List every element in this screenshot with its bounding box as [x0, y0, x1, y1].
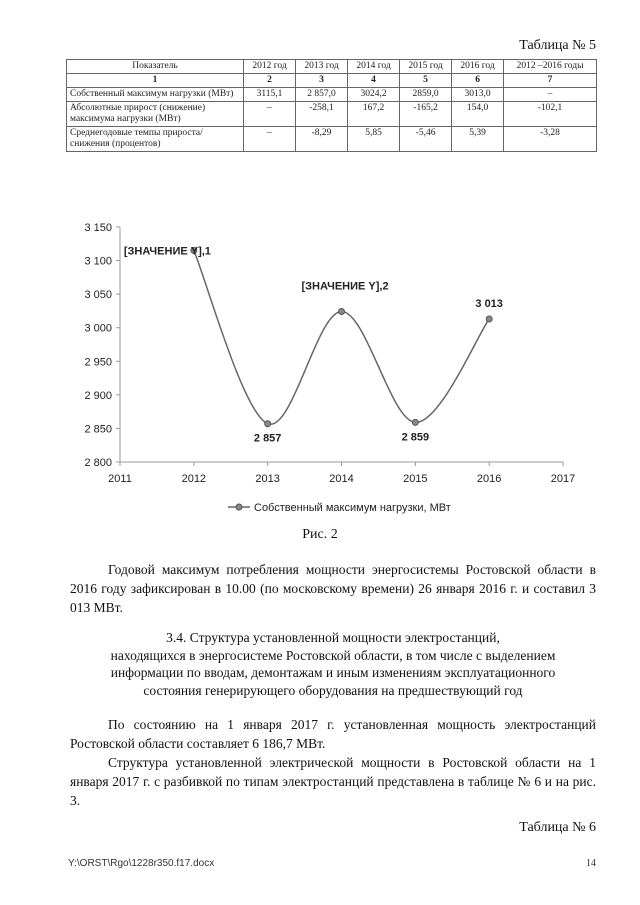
table-cell: 167,2 [348, 102, 400, 127]
footer-file-path: Y:\ORST\Rgo\1228r350.f17.docx [68, 858, 215, 869]
section-heading [60, 629, 606, 699]
section-heading-line: состояния генерирующего оборудования на предшествующий год [143, 682, 523, 698]
col-number: 3 [296, 74, 348, 88]
table6-caption: Таблица № 6 [519, 820, 596, 835]
table-cell: 3013,0 [452, 88, 504, 102]
data-label: [ЗНАЧЕНИЕ Y],1 [123, 245, 211, 258]
table-header-row [67, 60, 597, 74]
table5-caption: Таблица № 5 [519, 38, 596, 53]
x-tick-label: 2013 [255, 473, 280, 485]
col-number: 1 [67, 74, 244, 88]
table-cell: -5,46 [400, 127, 452, 152]
series-line [194, 250, 489, 424]
figure-caption: Рис. 2 [302, 527, 338, 542]
col-number: 7 [504, 74, 597, 88]
col-number: 2 [244, 74, 296, 88]
table-row [67, 102, 597, 127]
paragraph-capacity-structure: Структура установленной электрической мощности в Ростовской области на 1 января 2017 г. с разбивкой по типам электростанций представлена в таблице № 6 и на рис. 3. [70, 755, 596, 808]
paragraph-load-maximum: Годовой максимум потребления мощности энергосистемы Ростовской области в 2016 году зафиксирован в 10.00 (по московскому времени) 26 января 2016 г. и составил 3 013 МВт. [70, 562, 596, 615]
table-cell: 5,85 [348, 127, 400, 152]
data-point [486, 316, 492, 322]
section-heading-line: информации по вводам, демонтажам и иным изменениям эксплуатационного [110, 665, 556, 680]
table-cell: 154,0 [452, 102, 504, 127]
col-number: 6 [452, 74, 504, 88]
table-cell: -8,29 [296, 127, 348, 152]
data-point [339, 308, 345, 314]
y-tick-label: 3 050 [84, 289, 112, 302]
row-label: Среднегодовые темпы прироста/снижения (процентов) [67, 127, 244, 152]
x-tick-label: 2014 [329, 473, 354, 485]
table-cell: – [244, 127, 296, 152]
legend-label: Собственный максимум нагрузки, МВт [254, 502, 451, 514]
section-heading-line: находящихся в энергосистеме Ростовской области, в том числе с выделением [110, 647, 556, 663]
col-number: 5 [400, 74, 452, 88]
section-heading-line: 3.4. Структура установленной мощности электростанций, [166, 630, 500, 645]
y-tick-label: 2 950 [84, 356, 112, 369]
table-row [67, 88, 597, 102]
table-cell: -3,28 [504, 127, 597, 152]
table-cell: -258,1 [296, 102, 348, 127]
header-cell: 2013 год [296, 60, 348, 74]
y-tick-label: 3 150 [84, 222, 112, 234]
header-cell: 2015 год [400, 60, 452, 74]
table-cell: – [244, 102, 296, 127]
table-cell: -102,1 [504, 102, 597, 127]
x-tick-label: 2017 [550, 473, 576, 485]
table-cell: 2 857,0 [296, 88, 348, 102]
x-tick-label: 2016 [476, 473, 502, 485]
x-tick-label: 2012 [181, 473, 207, 485]
x-tick-label: 2011 [108, 473, 132, 485]
y-tick-label: 2 800 [84, 457, 112, 469]
paragraph-installed-capacity: По состоянию на 1 января 2017 г. установленная мощность электростанций Ростовской области составляет 6 186,7 МВт. [70, 717, 596, 751]
y-tick-label: 2 850 [84, 423, 112, 436]
header-cell: 2012 –2016 годы [504, 60, 597, 74]
data-point [265, 421, 271, 427]
table-cell: 5,39 [452, 127, 504, 152]
table-cell: – [504, 88, 597, 102]
header-cell: Показатель [67, 60, 244, 74]
y-tick-label: 3 000 [84, 322, 112, 335]
y-tick-label: 2 900 [84, 389, 112, 402]
data-label: 3 013 [475, 297, 503, 310]
legend-marker [236, 504, 242, 510]
data-label: 2 857 [253, 432, 282, 445]
column-number-row [67, 74, 597, 88]
table-row [67, 127, 597, 152]
footer-page-number: 14 [586, 858, 596, 869]
header-cell: 2012 год [244, 60, 296, 74]
col-number: 4 [348, 74, 400, 88]
data-label: 2 859 [401, 431, 430, 444]
table-cell: 3024,2 [348, 88, 400, 102]
table5 [66, 59, 597, 152]
header-cell: 2014 год [348, 60, 400, 74]
table-cell: -165,2 [400, 102, 452, 127]
x-tick-label: 2015 [403, 473, 428, 485]
row-label: Абсолютные прирост (снижение) максимума нагрузки (МВт) [67, 102, 244, 127]
y-tick-label: 3 100 [84, 255, 112, 268]
data-label: [ЗНАЧЕНИЕ Y],2 [301, 280, 389, 293]
load-maximum-chart [0, 210, 640, 530]
row-label: Собственный максимум нагрузки (МВт) [67, 88, 244, 102]
header-cell: 2016 год [452, 60, 504, 74]
table-cell: 3115,1 [244, 88, 296, 102]
data-point [412, 419, 418, 425]
table-cell: 2859,0 [400, 88, 452, 102]
